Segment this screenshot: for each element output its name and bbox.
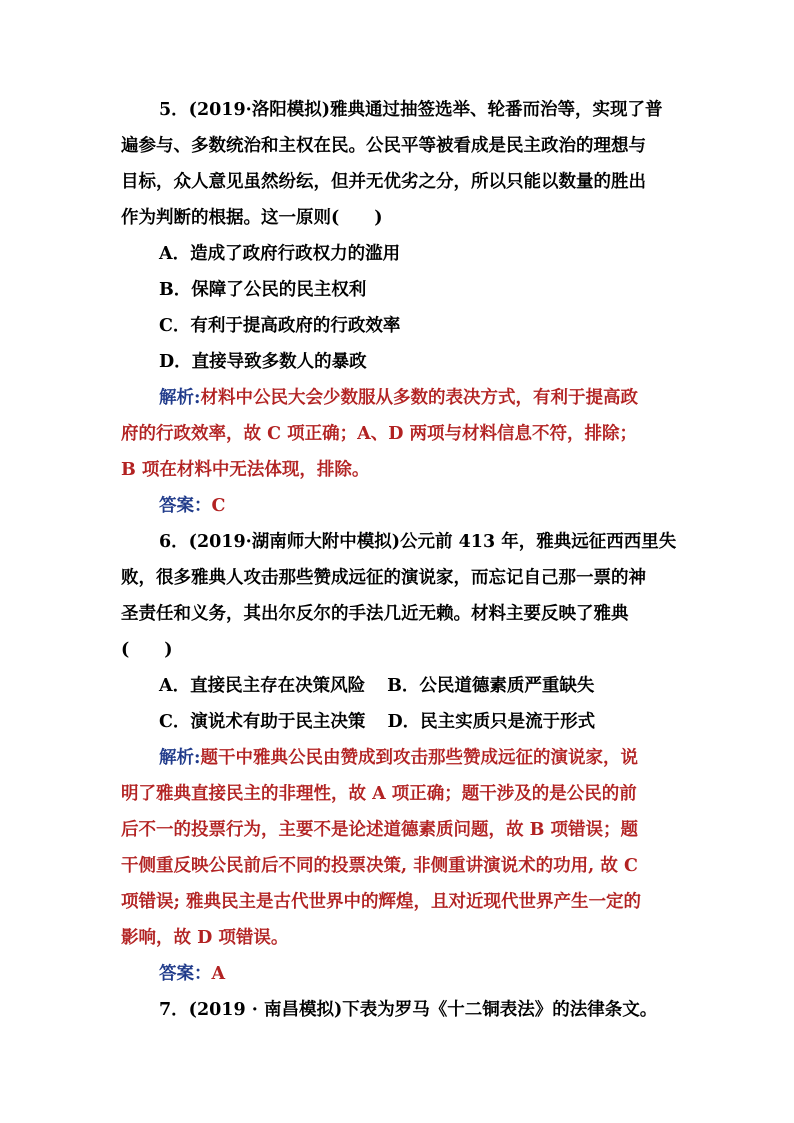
analysis-line: 明了雅典直接民主的非理性，故 A 项正确；题干涉及的是公民的前 <box>121 784 637 804</box>
question-5-option-d: D．直接导致多数人的暴政 <box>159 352 367 372</box>
question-7-stem <box>121 992 677 1028</box>
analysis-label: 解析: <box>159 388 201 408</box>
answer-value: A <box>211 964 226 984</box>
question-6-option-d: D．民主实质只是流于形式 <box>387 712 596 732</box>
analysis-line: 影响，故 D 项错误。 <box>121 928 289 948</box>
question-5-stem-line: 遍参与、多数统治和主权在民。公民平等被看成是民主政治的理想与 <box>121 136 646 156</box>
question-6-answer <box>121 956 677 992</box>
analysis-line: 题干中雅典公民由赞成到攻击那些赞成远征的演说家，说 <box>200 748 638 768</box>
question-6-stem-line: 败，很多雅典人攻击那些赞成远征的演说家，而忘记自己那一票的神 <box>121 568 646 588</box>
question-5-option-c: C．有利于提高政府的行政效率 <box>159 316 401 336</box>
analysis-line: B 项在材料中无法体现，排除。 <box>121 460 370 480</box>
question-5-stem-line: 作为判断的根据。这一原则( ) <box>121 208 383 228</box>
question-6-option-a: A．直接民主存在决策风险 <box>159 676 366 696</box>
question-5-option-a: A．造成了政府行政权力的滥用 <box>159 244 401 264</box>
question-6-stem <box>121 524 677 668</box>
answer-label: 答案： <box>159 496 212 516</box>
analysis-line: 干侧重反映公民前后不同的投票决策, 非侧重讲演说术的功用, 故 C <box>121 856 638 876</box>
question-6-option-b: B．公民道德素质严重缺失 <box>387 676 595 696</box>
analysis-line: 府的行政效率，故 C 项正确；A、D 两项与材料信息不符，排除； <box>121 424 637 444</box>
question-5-stem-line: 5．(2019·洛阳模拟)雅典通过抽签选举、轮番而治等，实现了普 <box>159 100 663 120</box>
question-6-stem-line: ( ) <box>121 640 173 660</box>
analysis-line: 后不一的投票行为，主要不是论述道德素质问题，故 B 项错误；题 <box>121 820 638 840</box>
question-7-stem-line: 7．(2019 · 南昌模拟)下表为罗马《十二铜表法》的法律条文。 <box>159 1000 658 1020</box>
question-6-stem-line: 圣责任和义务，其出尔反尔的手法几近无赖。材料主要反映了雅典 <box>121 604 629 624</box>
question-5-analysis <box>121 380 677 488</box>
question-5-stem-line: 目标，众人意见虽然纷纭，但并无优劣之分，所以只能以数量的胜出 <box>121 172 646 192</box>
question-6-analysis <box>121 740 677 956</box>
question-5-option-b: B．保障了公民的民主权利 <box>159 280 367 300</box>
question-5-answer <box>121 488 677 524</box>
answer-value: C <box>211 496 226 516</box>
document-page <box>121 92 677 1028</box>
question-6-option-c: C．演说术有助于民主决策 <box>159 712 366 732</box>
answer-label: 答案： <box>159 964 212 984</box>
question-6-options-row <box>121 668 677 704</box>
analysis-line: 材料中公民大会少数服从多数的表决方式，有利于提高政 <box>200 388 638 408</box>
question-5-stem <box>121 92 677 236</box>
analysis-line: 项错误; 雅典民主是古代世界中的辉煌，且对近现代世界产生一定的 <box>121 892 642 912</box>
question-6-stem-line: 6．(2019·湖南师大附中模拟)公元前 413 年，雅典远征西西里失 <box>159 532 677 552</box>
question-6-options-row <box>121 704 677 740</box>
analysis-label: 解析: <box>159 748 201 768</box>
